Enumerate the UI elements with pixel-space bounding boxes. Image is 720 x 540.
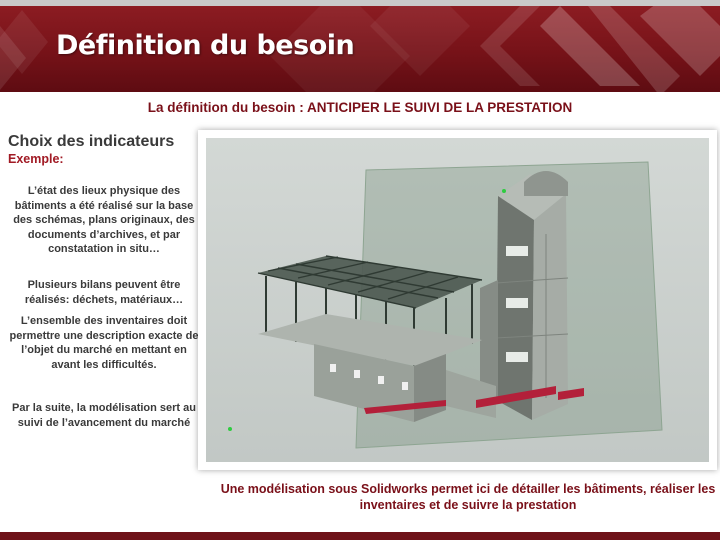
section-heading: Choix des indicateurs [8,133,175,150]
image-caption: Une modélisation sous Solidworks permet ici de détailler les bâtiments, réaliser les inventaires et de suivre la prestation [220,482,716,512]
footer-bar [0,532,720,540]
paragraph-inventories: L’ensemble des inventaires doit permettre une description exacte de l’objet du marché en mettant en avant les difficultés. [9,315,199,371]
model-image-frame [198,130,717,470]
paragraph-followup: Par la suite, la modélisation sert au suivi de l’avancement du marché [11,402,196,429]
slide-header [0,6,720,92]
paragraph-assessments: Plusieurs bilans peuvent être réalisés: déchets, matériaux… [24,279,184,306]
paragraph-inventory: L’état des lieux physique des bâtiments a été réalisé sur la base des schémas, plans originaux, des documents d’archives, et par constatation in situ… [13,185,195,255]
solidworks-model-render [206,138,709,462]
page-title: Définition du besoin [56,30,355,61]
slide-subtitle: La définition du besoin : ANTICIPER LE SUIVI DE LA PRESTATION [147,100,573,115]
indicators-panel [8,133,200,166]
example-label: Exemple: [8,152,64,166]
